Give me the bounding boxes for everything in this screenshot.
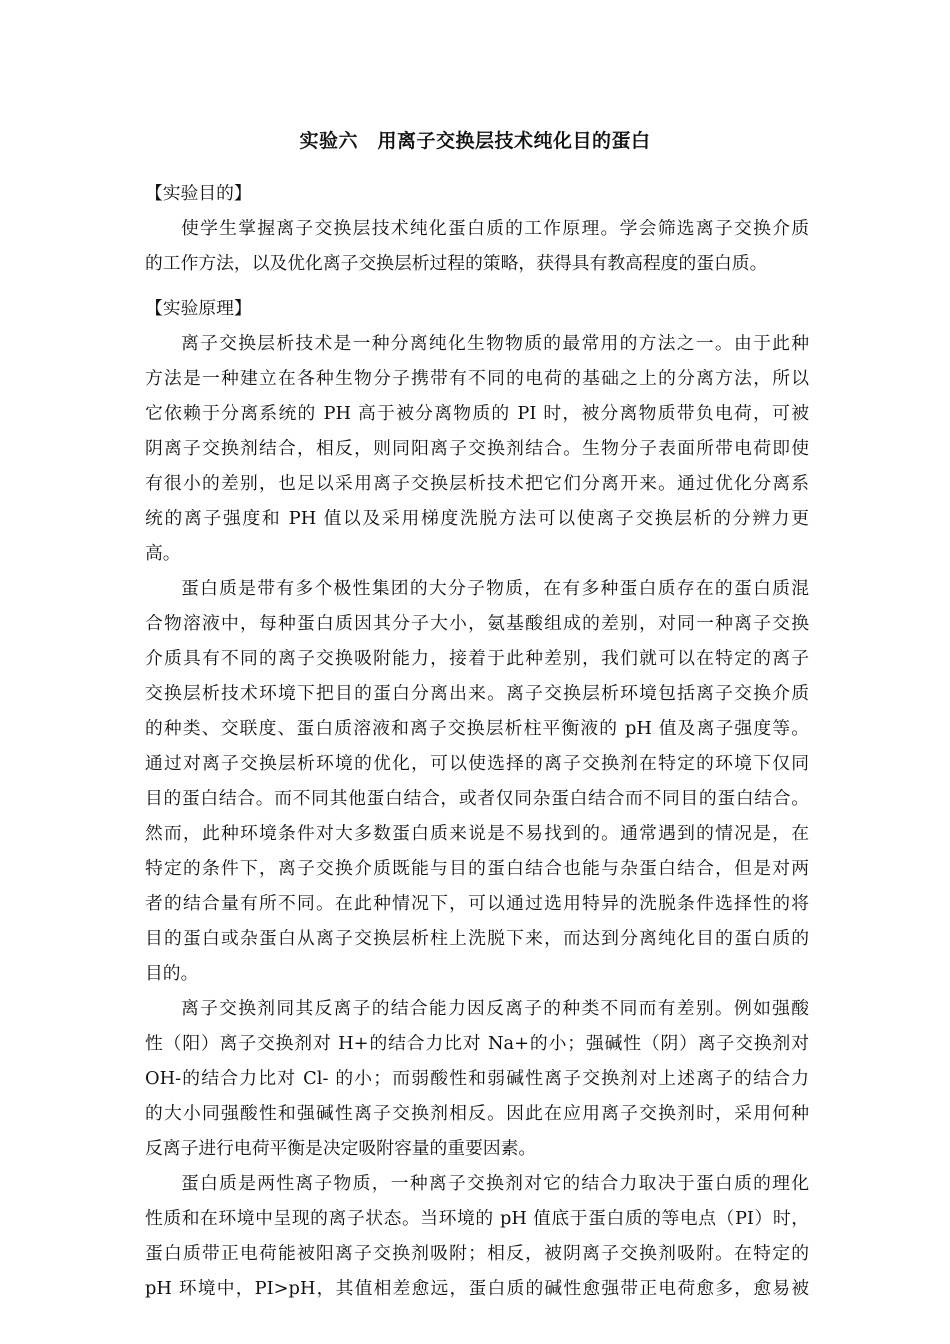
text-line: 特定的条件下，离子交换介质既能与目的蛋白结合也能与杂蛋白结合，但是对两 — [145, 858, 809, 879]
text-line: 目的蛋白或杂蛋白从离子交换层析柱上洗脱下来，而达到分离纯化目的蛋白质的 — [145, 928, 809, 949]
document-title: 实验六 用离子交换层技术纯化目的蛋白 — [299, 130, 651, 152]
section-heading-principle: 【实验原理】 — [145, 298, 252, 319]
text-line: 交换层析技术环境下把目的蛋白分离出来。离子交换层析环境包括离子交换介质 — [145, 683, 809, 704]
text-line: pH 环境中，PI>pH，其值相差愈远，蛋白质的碱性愈强带正电荷愈多，愈易被 — [145, 1278, 809, 1299]
text-line: 者的结合量有所不同。在此种情况下，可以通过选用特异的洗脱条件选择性的将 — [145, 893, 809, 914]
text-line: 高。 — [145, 543, 181, 564]
text-line: 离子交换层析技术是一种分离纯化生物物质的最常用的方法之一。由于此种 — [181, 333, 809, 354]
paragraph — [145, 571, 809, 991]
text-line: 的种类、交联度、蛋白质溶液和离子交换层析柱平衡液的 pH 值及离子强度等。 — [145, 718, 809, 739]
text-line: 介质具有不同的离子交换吸附能力，接着于此种差别，我们就可以在特定的离子 — [145, 648, 809, 669]
paragraph — [145, 326, 809, 571]
section-heading-objective: 【实验目的】 — [145, 183, 252, 204]
text-line: 蛋白质带正电荷能被阳离子交换剂吸附；相反，被阴离子交换剂吸附。在特定的 — [145, 1243, 809, 1264]
text-line: OH-的结合力比对 Cl- 的小；而弱酸性和弱碱性离子交换剂对上述离子的结合力 — [145, 1068, 809, 1089]
text-line: 反离子进行电荷平衡是决定吸附容量的重要因素。 — [145, 1138, 537, 1159]
text-line: 方法是一种建立在各种生物分子携带有不同的电荷的基础之上的分离方法，所以 — [145, 368, 809, 389]
text-line: 蛋白质是带有多个极性集团的大分子物质，在有多种蛋白质存在的蛋白质混 — [181, 578, 809, 599]
text-line: 它依赖于分离系统的 PH 高于被分离物质的 PI 时，被分离物质带负电荷，可被 — [145, 403, 809, 424]
text-line: 的大小同强酸性和强碱性离子交换剂相反。因此在应用离子交换剂时，采用何种 — [145, 1103, 809, 1124]
text-line: 性（阳）离子交换剂对 H+的结合力比对 Na+的小；强碱性（阴）离子交换剂对 — [145, 1033, 809, 1054]
text-line: 蛋白质是两性离子物质，一种离子交换剂对它的结合力取决于蛋白质的理化 — [181, 1173, 809, 1194]
text-line: 的工作方法，以及优化离子交换层析过程的策略，获得具有教高程度的蛋白质。 — [145, 253, 768, 274]
text-line: 合物溶液中，每种蛋白质因其分子大小，氨基酸组成的差别，对同一种离子交换 — [145, 613, 809, 634]
document-body — [145, 176, 809, 1306]
text-line: 然而，此种环境条件对大多数蛋白质来说是不易找到的。通常遇到的情况是，在 — [145, 823, 809, 844]
text-line: 离子交换剂同其反离子的结合能力因反离子的种类不同而有差别。例如强酸 — [181, 998, 809, 1019]
text-line: 有很小的差别，也足以采用离子交换层析技术把它们分离开来。通过优化分离系 — [145, 473, 809, 494]
text-line: 性质和在环境中呈现的离子状态。当环境的 pH 值底于蛋白质的等电点（PI）时， — [145, 1208, 809, 1229]
text-line: 目的蛋白结合。而不同其他蛋白结合，或者仅同杂蛋白结合而不同目的蛋白结合。 — [145, 788, 809, 809]
text-line: 统的离子强度和 PH 值以及采用梯度洗脱方法可以使离子交换层析的分辨力更 — [145, 508, 809, 529]
paragraph — [145, 1166, 809, 1306]
paragraph — [145, 991, 809, 1166]
text-line: 使学生掌握离子交换层技术纯化蛋白质的工作原理。学会筛选离子交换介质 — [181, 218, 809, 239]
text-line: 阴离子交换剂结合，相反，则同阳离子交换剂结合。生物分子表面所带电荷即使 — [145, 438, 809, 459]
text-line: 通过对离子交换层析环境的优化，可以使选择的离子交换剂在特定的环境下仅同 — [145, 753, 809, 774]
text-line: 目的。 — [145, 963, 199, 984]
paragraph — [145, 211, 809, 281]
